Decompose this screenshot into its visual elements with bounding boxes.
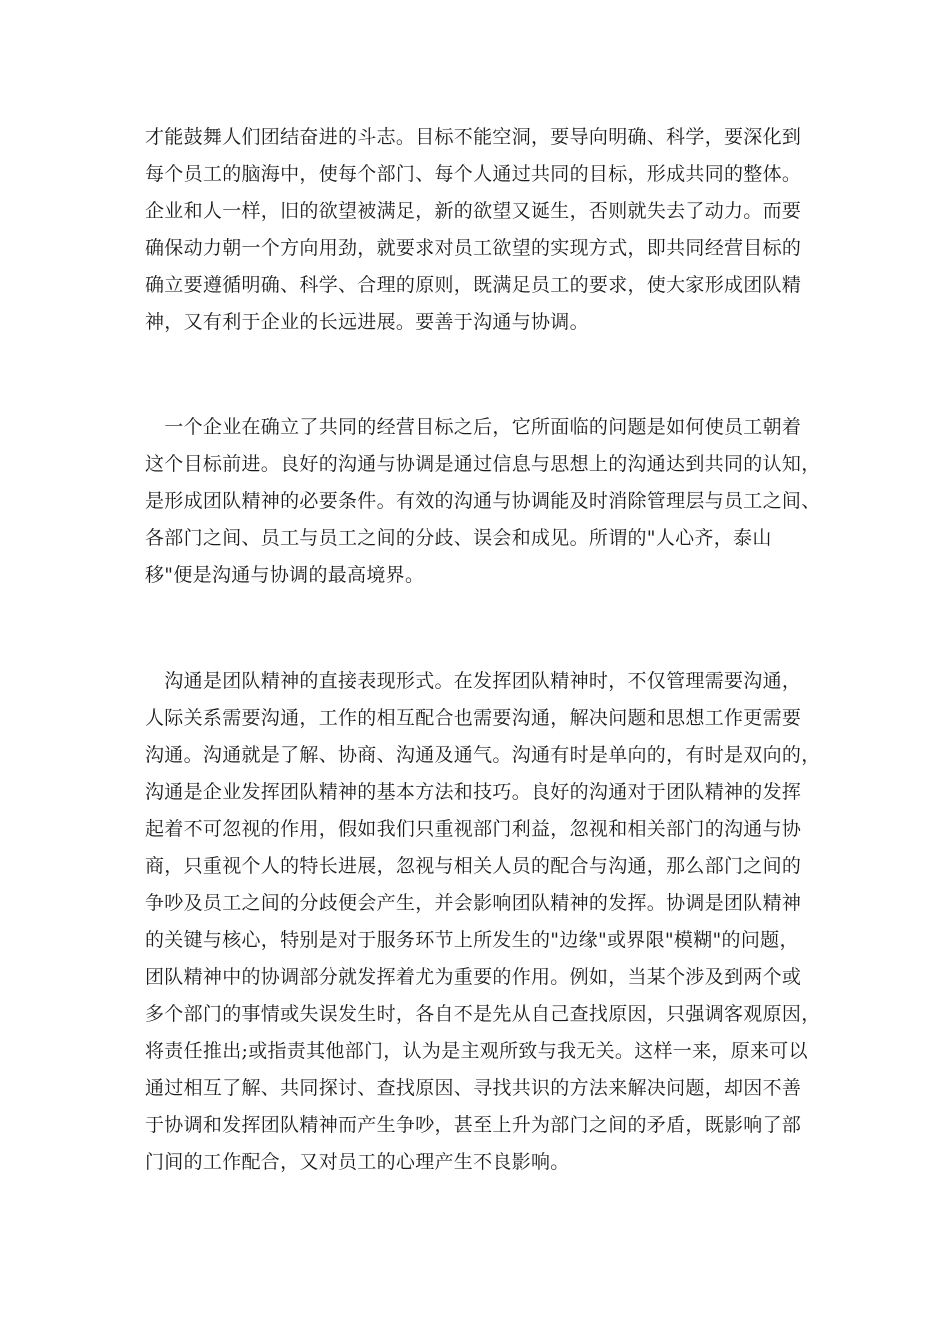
paragraph-communication-coordination	[145, 409, 821, 594]
text-line: 神，又有利于企业的长远进展。要善于沟通与协调。	[145, 311, 589, 333]
text-line: 确立要遵循明确、科学、合理的原则，既满足员工的要求，使大家形成团队精	[145, 274, 802, 296]
text-line: 争吵及员工之间的分歧便会产生，并会影响团队精神的发挥。协调是团队精神	[145, 892, 802, 914]
text-line: 沟通是企业发挥团队精神的基本方法和技巧。良好的沟通对于团队精神的发挥	[145, 781, 802, 803]
text-line: 商，只重视个人的特长进展，忽视与相关人员的配合与沟通，那么部门之间的	[145, 855, 802, 877]
text-line: 的关键与核心，特别是对于服务环节上所发生的"边缘"或界限"模糊"的问题，	[145, 929, 799, 951]
text-line: 于协调和发挥团队精神而产生争吵，甚至上升为部门之间的矛盾，既影响了部	[145, 1114, 802, 1136]
text-line: 企业和人一样，旧的欲望被满足，新的欲望又诞生，否则就失去了动力。而要	[145, 200, 802, 222]
text-line: 将责任推出;或指责其他部门，认为是主观所致与我无关。这样一来，原来可以	[145, 1040, 808, 1062]
text-line: 每个员工的脑海中，使每个部门、每个人通过共同的目标，形成共同的整体。	[145, 163, 802, 185]
text-line: 通过相互了解、共同探讨、查找原因、寻找共识的方法来解决问题，却因不善	[145, 1077, 802, 1099]
text-line: 才能鼓舞人们团结奋进的斗志。目标不能空洞，要导向明确、科学，要深化到	[145, 126, 802, 148]
text-line: 沟通是团队精神的直接表现形式。在发挥团队精神时，不仅管理需要沟通，	[145, 670, 802, 692]
text-line: 起着不可忽视的作用，假如我们只重视部门利益，忽视和相关部门的沟通与协	[145, 818, 802, 840]
text-line: 多个部门的事情或失误发生时，各自不是先从自己查找原因，只强调客观原因，	[145, 1003, 821, 1025]
text-line: 团队精神中的协调部分就发挥着尤为重要的作用。例如，当某个涉及到两个或	[145, 966, 802, 988]
text-line: 各部门之间、员工与员工之间的分歧、误会和成见。所谓的"人心齐，泰山	[145, 527, 772, 549]
paragraph-goal-setting	[145, 119, 813, 341]
text-line: 沟通。沟通就是了解、协商、沟通及通气。沟通有时是单向的，有时是双向的，	[145, 744, 821, 766]
text-line: 移"便是沟通与协调的最高境界。	[145, 564, 425, 586]
text-line: 是形成团队精神的必要条件。有效的沟通与协调能及时消除管理层与员工之间、	[145, 490, 821, 512]
text-line: 这个目标前进。良好的沟通与协调是通过信息与思想上的沟通达到共同的认知，	[145, 453, 821, 475]
paragraph-team-spirit-communication	[145, 663, 821, 1181]
text-line: 门间的工作配合，又对员工的心理产生不良影响。	[145, 1151, 570, 1173]
text-line: 确保动力朝一个方向用劲，就要求对员工欲望的实现方式，即共同经营目标的	[145, 237, 802, 259]
text-line: 人际关系需要沟通，工作的相互配合也需要沟通，解决问题和思想工作更需要	[145, 707, 802, 729]
text-line: 一个企业在确立了共同的经营目标之后，它所面临的问题是如何使员工朝着	[145, 416, 802, 438]
